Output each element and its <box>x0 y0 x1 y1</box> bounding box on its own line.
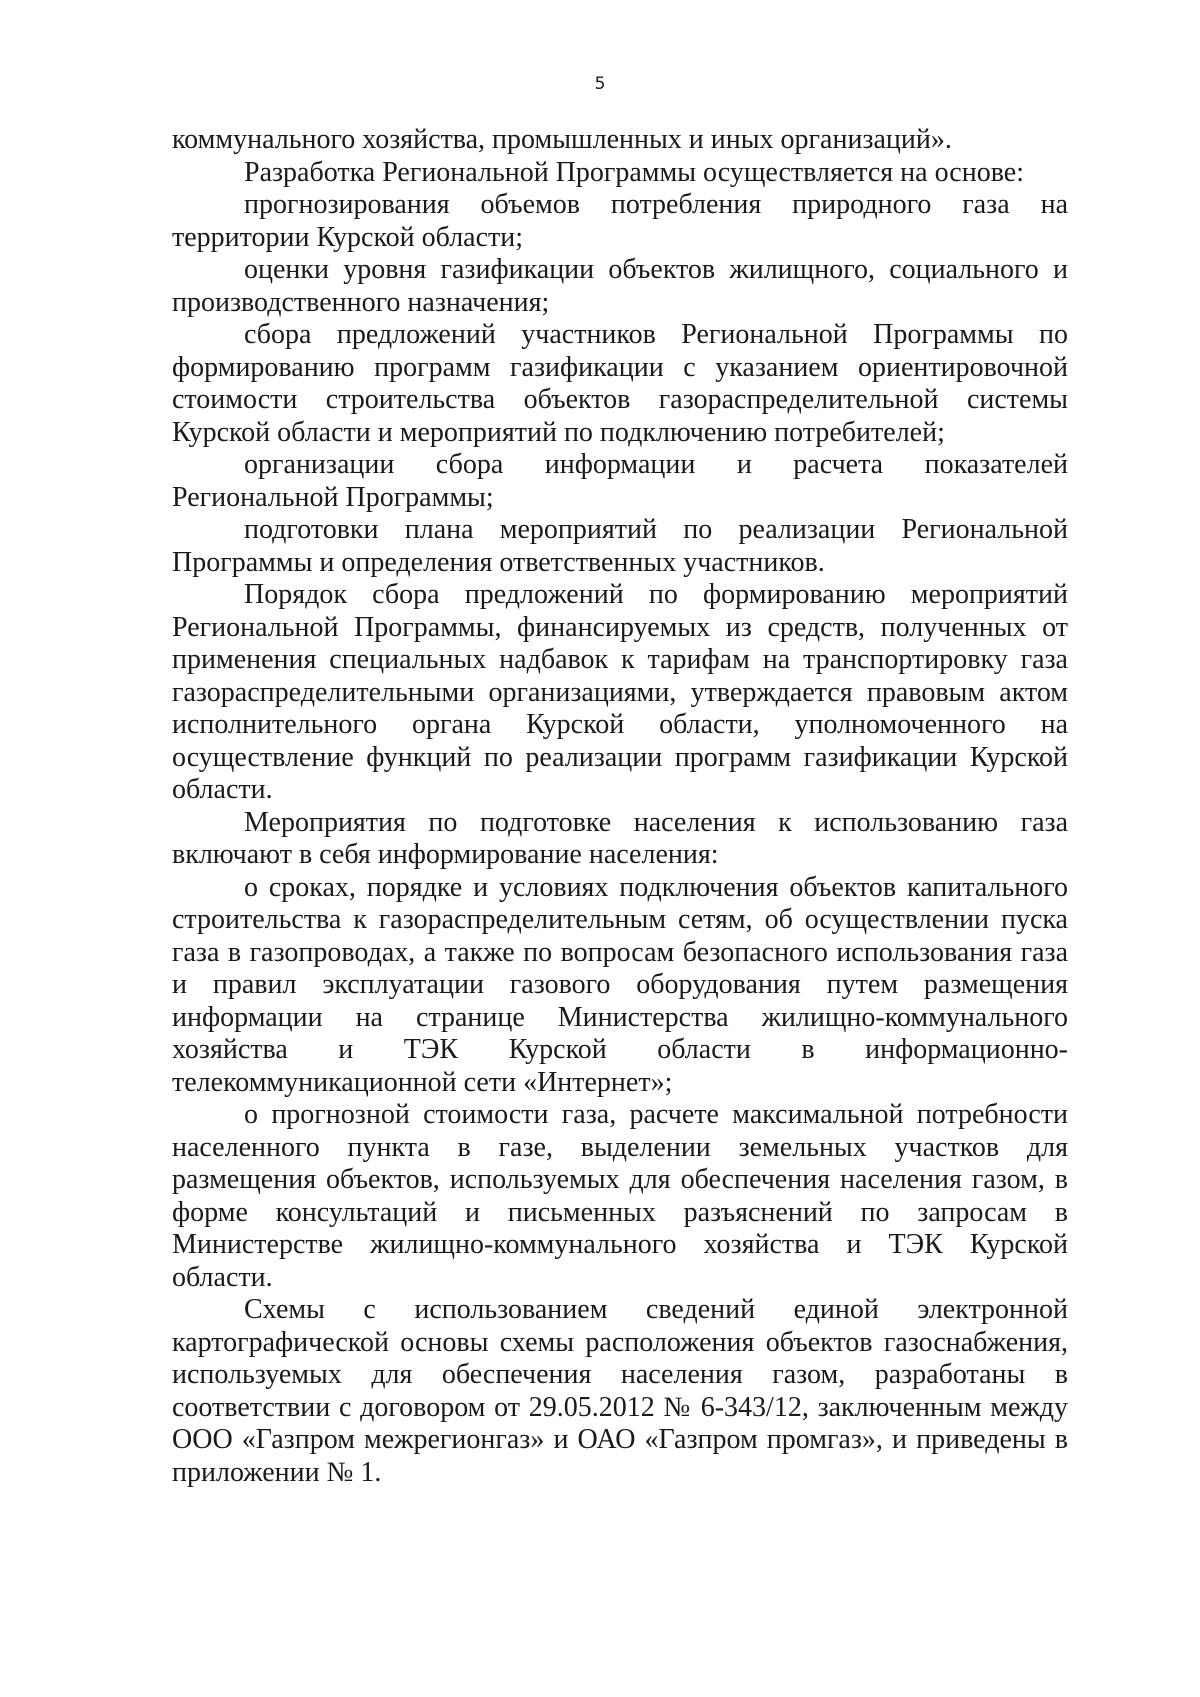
paragraph-forecasting: прогнозирования объемов потребления природного газа на территории Курской области; <box>172 189 1068 253</box>
paragraph-proposals-procedure: Порядок сбора предложений по формированию мероприятий Региональной Программы, финансируемых из средств, полученных от применения специальных надбавок к тарифам на транспортировку газа газораспределительными организациями, утверждается правовым актом исполнительного органа Курской области, уполномоченного на осуществление функций по реализации программ газификации Курской области. <box>172 579 1068 805</box>
paragraph-schemes: Схемы с использованием сведений единой электронной картографической основы схемы расположения объектов газоснабжения, используемых для обеспечения населения газом, разработаны в соответствии с договором от 29.05.2012 № 6-343/12, заключенным между ООО «Газпром межрегионгаз» и ОАО «Газпром промгаз», и приведены в приложении № 1. <box>172 1294 1068 1488</box>
paragraph-action-plan: подготовки плана мероприятий по реализации Региональной Программы и определения ответственных участников. <box>172 514 1068 578</box>
document-body <box>172 124 1068 1489</box>
paragraph-proposals-collection: сбора предложений участников Региональной Программы по формированию программ газификации с указанием ориентировочной стоимости строительства объектов газораспределительной системы Курской области и мероприятий по подключению потребителей; <box>172 319 1068 448</box>
paragraph-population-preparation: Мероприятия по подготовке населения к использованию газа включают в себя информирование населения: <box>172 806 1068 870</box>
paragraph-gasification-assessment: оценки уровня газификации объектов жилищного, социального и производственного назначения; <box>172 254 1068 318</box>
paragraph-connection-terms: о сроках, порядке и условиях подключения объектов капитального строительства к газораспределительным сетям, об осуществлении пуска газа в газопроводах, а также по вопросам безопасного использования газа и правил эксплуатации газового оборудования путем размещения информации на странице Министерства жилищно-коммунального хозяйства и ТЭК Курской области в информационно-телекоммуникационной сети «Интернет»; <box>172 871 1068 1098</box>
paragraph-program-basis: Разработка Региональной Программы осуществляется на основе: <box>244 156 1024 188</box>
page-number: 5 <box>594 74 606 94</box>
paragraph-gas-cost: о прогнозной стоимости газа, расчете максимальной потребности населенного пункта в газе, выделении земельных участков для размещения объектов, используемых для обеспечения населения газом, в форме консультаций и письменных разъяснений по запросам в Министерстве жилищно-коммунального хозяйства и ТЭК Курской области. <box>172 1099 1068 1293</box>
paragraph-continuation: коммунального хозяйства, промышленных и иных организаций». <box>172 124 952 155</box>
paragraph-information-collection: организации сбора информации и расчета показателей Региональной Программы; <box>172 449 1068 513</box>
